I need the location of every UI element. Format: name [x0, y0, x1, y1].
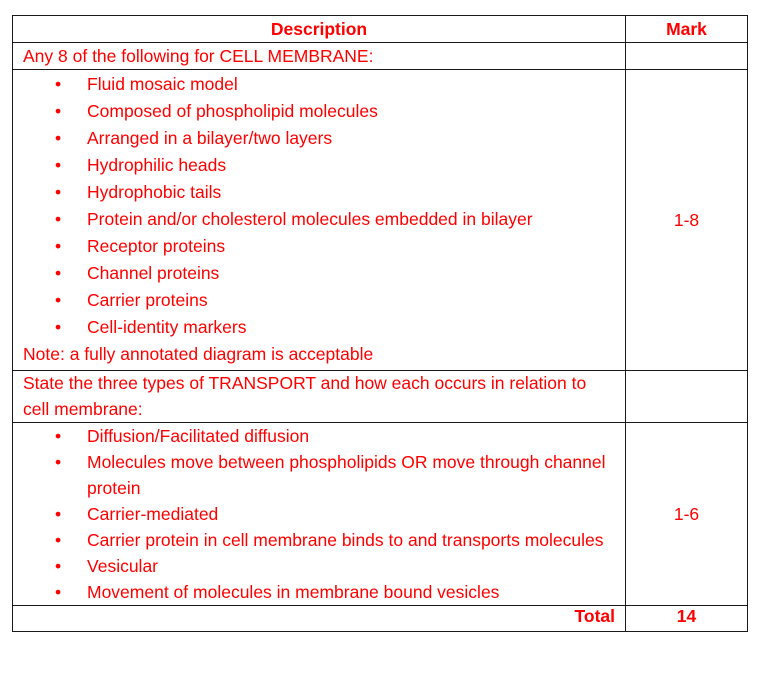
section1-note: Note: a fully annotated diagram is acceptable — [23, 344, 374, 364]
description-header: Description — [13, 16, 626, 43]
section2-mark: 1-6 — [626, 423, 748, 606]
section2-items-row — [13, 423, 748, 606]
list-item-text: Hydrophobic tails — [87, 182, 222, 202]
total-value: 14 — [626, 606, 748, 632]
list-item-text: Carrier proteins — [87, 290, 208, 310]
list-item-text: Receptor proteins — [87, 236, 226, 256]
list-item — [23, 98, 615, 125]
list-item — [23, 71, 615, 98]
bullet-icon: • — [55, 556, 62, 576]
list-item-text: Arranged in a bilayer/two layers — [87, 128, 333, 148]
bullet-icon: • — [55, 101, 62, 121]
section1-items-row — [13, 70, 748, 371]
list-item — [23, 233, 615, 260]
list-item — [23, 125, 615, 152]
list-item — [23, 206, 615, 233]
header-row — [13, 16, 748, 43]
bullet-icon: • — [55, 317, 62, 337]
list-item-text: Channel proteins — [87, 263, 220, 283]
list-item-text: Fluid mosaic model — [87, 74, 238, 94]
list-item — [23, 260, 615, 287]
bullet-icon: • — [55, 182, 62, 202]
section2-intro-row — [13, 371, 748, 423]
bullet-icon: • — [55, 155, 62, 175]
list-item — [23, 179, 615, 206]
section2-intro: State the three types of TRANSPORT and how each occurs in relation to cell membrane: — [13, 371, 626, 423]
list-item — [23, 449, 615, 501]
list-item — [23, 152, 615, 179]
list-item — [23, 423, 615, 449]
list-item — [23, 501, 615, 527]
section2-list — [23, 423, 615, 605]
list-item — [23, 527, 615, 553]
section2-items-cell — [13, 423, 626, 606]
bullet-icon: • — [55, 263, 62, 283]
bullet-icon: • — [55, 290, 62, 310]
list-item — [23, 287, 615, 314]
section1-items-cell — [13, 70, 626, 371]
list-item-text: Protein and/or cholesterol molecules embedded in bilayer — [87, 209, 533, 229]
bullet-icon: • — [55, 236, 62, 256]
bullet-icon: • — [55, 426, 62, 446]
list-item-text: Carrier protein in cell membrane binds to and transports molecules — [87, 530, 604, 550]
list-item-text: Diffusion/Facilitated diffusion — [87, 426, 310, 446]
list-item-text: Hydrophilic heads — [87, 155, 227, 175]
bullet-icon: • — [55, 530, 62, 550]
bullet-icon: • — [55, 452, 62, 472]
mark-scheme-table — [12, 15, 748, 632]
section1-intro: Any 8 of the following for CELL MEMBRANE: — [13, 43, 626, 70]
bullet-icon: • — [55, 582, 62, 602]
list-item — [23, 314, 615, 341]
section1-list — [23, 70, 615, 341]
list-item-text: Vesicular — [87, 556, 159, 576]
list-item-text: Molecules move between phospholipids OR move through channel protein — [87, 452, 606, 498]
section1-intro-mark-cell — [626, 43, 748, 70]
list-item-text: Movement of molecules in membrane bound vesicles — [87, 582, 500, 602]
bullet-icon: • — [55, 504, 62, 524]
section1-intro-row — [13, 43, 748, 70]
mark-header: Mark — [626, 16, 748, 43]
bullet-icon: • — [55, 209, 62, 229]
total-label: Total — [13, 606, 626, 632]
section2-intro-mark-cell — [626, 371, 748, 423]
list-item-text: Cell-identity markers — [87, 317, 247, 337]
section1-mark: 1-8 — [626, 70, 748, 371]
total-row — [13, 606, 748, 632]
list-item-text: Carrier-mediated — [87, 504, 219, 524]
bullet-icon: • — [55, 74, 62, 94]
list-item — [23, 579, 615, 605]
list-item-text: Composed of phospholipid molecules — [87, 101, 378, 121]
bullet-icon: • — [55, 128, 62, 148]
list-item — [23, 553, 615, 579]
